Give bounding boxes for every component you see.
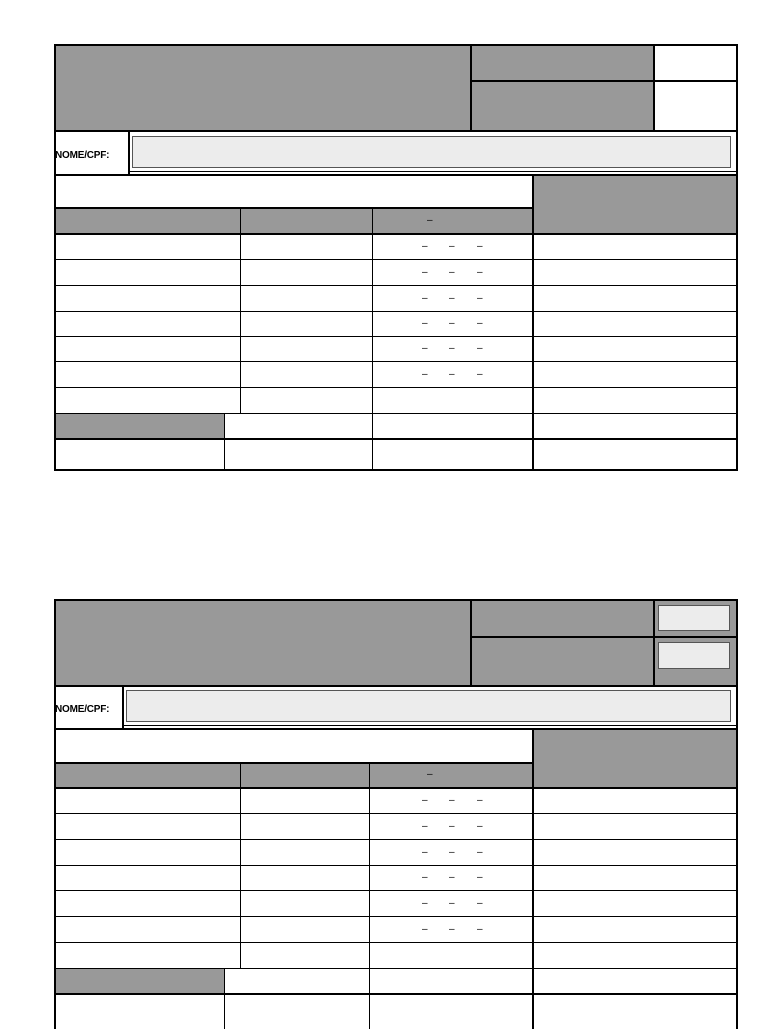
form-2-name-label: NOME/CPF: [55,704,110,715]
form-2: NOME/CPF: – – – – – – – – – – – – – – – – – – – [54,599,738,1029]
form-2-name-field[interactable] [126,690,731,722]
form-1-frame [54,44,738,471]
form-1-name-field[interactable] [132,136,731,168]
form-2-header-dash: – [427,769,433,780]
form-1-name-label: NOME/CPF: [55,150,110,161]
form-1-header-dash: – [427,215,433,226]
form-2-frame [54,599,738,1029]
form-1: NOME/CPF: – – – – – – – – – – – – – – – – – – – [54,44,738,471]
